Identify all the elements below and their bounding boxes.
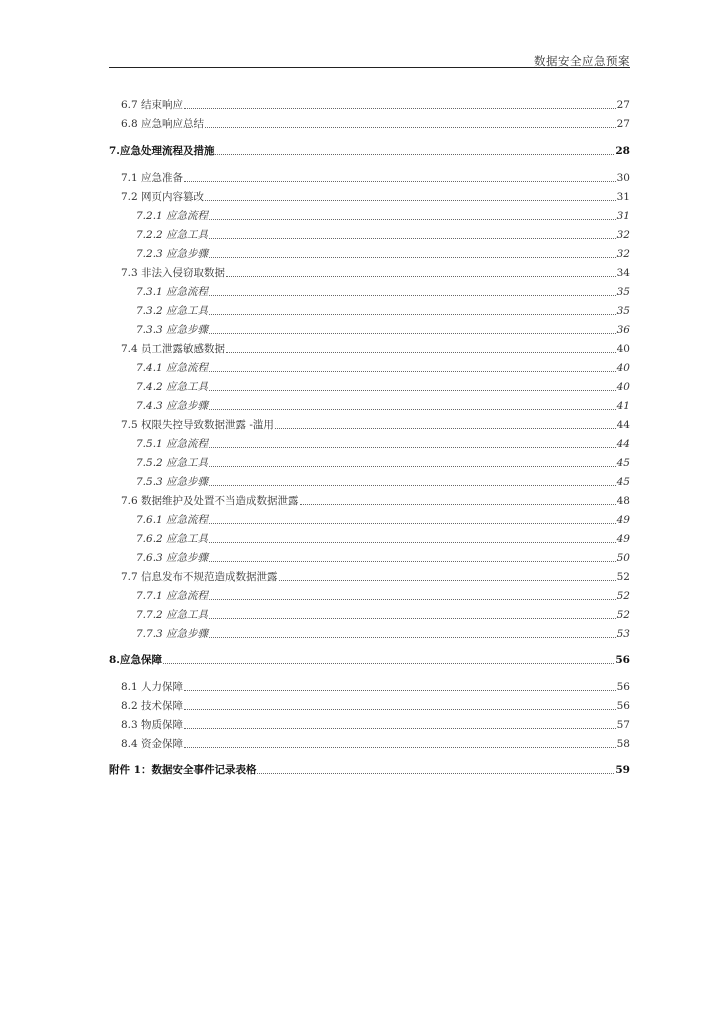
- toc-entry-label: 6.7 结束响应: [121, 99, 184, 111]
- toc-entry-page-number: 52: [616, 609, 630, 621]
- toc-entry-label: 7.6 数据维护及处置不当造成数据泄露: [121, 495, 299, 507]
- toc-dot-leader: [279, 576, 616, 581]
- toc-entry: [136, 455, 630, 471]
- toc-entry: [121, 698, 630, 714]
- toc-dot-leader: [257, 769, 614, 774]
- toc-entry: [121, 569, 630, 585]
- toc-dot-leader: [209, 481, 616, 486]
- toc-dot-leader: [226, 348, 616, 353]
- toc-entry: [136, 550, 630, 566]
- toc-entry-label: 附件 1：数据安全事件记录表格: [109, 764, 257, 776]
- toc-entry: [121, 97, 630, 113]
- toc-entry-page-number: 45: [616, 476, 630, 488]
- toc-entry: [121, 265, 630, 281]
- toc-dot-leader: [209, 215, 616, 220]
- toc-entry: [136, 208, 630, 224]
- toc-entry: [121, 717, 630, 733]
- toc-dot-leader: [209, 253, 616, 258]
- toc-dot-leader: [275, 424, 616, 429]
- toc-entry-page-number: 34: [616, 267, 630, 279]
- toc-entry-label: 7.5.1 应急流程: [136, 438, 209, 450]
- toc-dot-leader: [209, 329, 616, 334]
- toc-entry-label: 7.2.2 应急工具: [136, 229, 209, 241]
- toc-entry-label: 7.6.2 应急工具: [136, 533, 209, 545]
- toc-entry-page-number: 40: [616, 343, 630, 355]
- toc-entry: [136, 379, 630, 395]
- toc-entry-label: 7.7.1 应急流程: [136, 590, 209, 602]
- toc-dot-leader: [184, 743, 616, 748]
- toc-entry: [109, 652, 630, 668]
- toc-entry-page-number: 41: [616, 400, 630, 412]
- toc-dot-leader: [215, 150, 614, 155]
- toc-entry: [136, 512, 630, 528]
- running-header-title: 数据安全应急预案: [534, 54, 630, 68]
- toc-entry: [136, 607, 630, 623]
- toc-entry-label: 7.3 非法入侵窃取数据: [121, 267, 226, 279]
- toc-dot-leader: [209, 386, 616, 391]
- toc-dot-leader: [184, 705, 616, 710]
- toc-dot-leader: [209, 291, 616, 296]
- toc-entry-page-number: 58: [616, 738, 630, 750]
- toc-entry-page-number: 31: [616, 210, 630, 222]
- toc-entry-page-number: 56: [616, 700, 630, 712]
- toc-dot-leader: [205, 123, 616, 128]
- toc-entry: [121, 493, 630, 509]
- toc-entry-page-number: 52: [616, 571, 630, 583]
- toc-entry: [136, 588, 630, 604]
- toc-entry-page-number: 49: [616, 533, 630, 545]
- toc-entry-page-number: 56: [615, 654, 630, 666]
- toc-entry: [121, 417, 630, 433]
- toc-dot-leader: [209, 519, 616, 524]
- toc-entry-page-number: 59: [615, 764, 630, 776]
- toc-dot-leader: [209, 595, 616, 600]
- toc-entry-label: 6.8 应急响应总结: [121, 118, 205, 130]
- toc-dot-leader: [163, 659, 614, 664]
- toc-dot-leader: [209, 405, 616, 410]
- toc-entry-page-number: 32: [616, 248, 630, 260]
- toc-entry-label: 7.3.1 应急流程: [136, 286, 209, 298]
- toc-entry-page-number: 35: [616, 305, 630, 317]
- toc-entry-label: 7.应急处理流程及措施: [109, 145, 215, 157]
- toc-dot-leader: [184, 104, 616, 109]
- toc-entry-label: 7.1 应急准备: [121, 172, 184, 184]
- toc-entry-page-number: 40: [616, 381, 630, 393]
- toc-entry-page-number: 44: [616, 438, 630, 450]
- toc-entry-page-number: 45: [616, 457, 630, 469]
- toc-entry-page-number: 52: [616, 590, 630, 602]
- toc-entry-label: 8.应急保障: [109, 654, 162, 666]
- toc-entry: [109, 762, 630, 778]
- toc-entry-label: 8.2 技术保障: [121, 700, 184, 712]
- toc-entry-label: 7.4.3 应急步骤: [136, 400, 209, 412]
- toc-dot-leader: [209, 234, 616, 239]
- toc-dot-leader: [300, 500, 616, 505]
- toc-entry: [121, 341, 630, 357]
- toc-entry-page-number: 36: [616, 324, 630, 336]
- toc-entry-label: 7.5.3 应急步骤: [136, 476, 209, 488]
- toc-entry-label: 7.4.2 应急工具: [136, 381, 209, 393]
- toc-entry: [109, 143, 630, 159]
- toc-dot-leader: [226, 272, 616, 277]
- toc-entry: [121, 679, 630, 695]
- toc-entry-page-number: 50: [616, 552, 630, 564]
- toc-entry-label: 7.3.2 应急工具: [136, 305, 209, 317]
- toc-entry: [136, 398, 630, 414]
- toc-entry-label: 7.2.3 应急步骤: [136, 248, 209, 260]
- toc-dot-leader: [209, 462, 616, 467]
- toc-entry-label: 7.6.3 应急步骤: [136, 552, 209, 564]
- toc-entry-label: 8.1 人力保障: [121, 681, 184, 693]
- toc-entry-page-number: 27: [616, 99, 630, 111]
- toc-entry-page-number: 40: [616, 362, 630, 374]
- toc-entry: [121, 170, 630, 186]
- toc-entry: [136, 474, 630, 490]
- toc-entry-page-number: 27: [616, 118, 630, 130]
- toc-dot-leader: [209, 633, 616, 638]
- toc-dot-leader: [209, 310, 616, 315]
- toc-entry-label: 7.2 网页内容篡改: [121, 191, 205, 203]
- toc-dot-leader: [209, 557, 616, 562]
- toc-entry: [136, 322, 630, 338]
- toc-dot-leader: [209, 443, 616, 448]
- toc-entry-page-number: 28: [615, 145, 630, 157]
- toc-entry-page-number: 57: [616, 719, 630, 731]
- toc-entry-page-number: 30: [616, 172, 630, 184]
- toc-entry: [136, 436, 630, 452]
- toc-entry: [136, 284, 630, 300]
- toc-entry-label: 7.7 信息发布不规范造成数据泄露: [121, 571, 278, 583]
- header-rule: [109, 67, 630, 68]
- toc-entry: [136, 303, 630, 319]
- toc-entry-page-number: 49: [616, 514, 630, 526]
- toc-entry-page-number: 32: [616, 229, 630, 241]
- toc-dot-leader: [209, 367, 616, 372]
- toc-entry-page-number: 31: [616, 191, 630, 203]
- toc-entry-label: 7.4.1 应急流程: [136, 362, 209, 374]
- toc-entry-label: 7.6.1 应急流程: [136, 514, 209, 526]
- toc-dot-leader: [209, 538, 616, 543]
- toc-entry: [136, 531, 630, 547]
- toc-entry-page-number: 53: [616, 628, 630, 640]
- toc-dot-leader: [205, 196, 616, 201]
- toc-entry-label: 7.7.2 应急工具: [136, 609, 209, 621]
- toc-entry-label: 7.2.1 应急流程: [136, 210, 209, 222]
- toc-entry: [121, 189, 630, 205]
- toc-entry-label: 7.5.2 应急工具: [136, 457, 209, 469]
- toc-entry: [136, 626, 630, 642]
- toc-entry-page-number: 35: [616, 286, 630, 298]
- toc-dot-leader: [184, 724, 616, 729]
- toc-dot-leader: [184, 686, 616, 691]
- toc-entry-label: 7.7.3 应急步骤: [136, 628, 209, 640]
- toc-entry: [121, 116, 630, 132]
- toc-entry-label: 8.3 物质保障: [121, 719, 184, 731]
- toc-dot-leader: [184, 177, 616, 182]
- toc-dot-leader: [209, 614, 616, 619]
- toc-entry-label: 7.4 员工泄露敏感数据: [121, 343, 226, 355]
- toc-entry-label: 8.4 资金保障: [121, 738, 184, 750]
- toc-entry: [136, 360, 630, 376]
- toc-entry-label: 7.3.3 应急步骤: [136, 324, 209, 336]
- toc-entry: [136, 227, 630, 243]
- toc-entry-label: 7.5 权限失控导致数据泄露 -滥用: [121, 419, 274, 431]
- toc-entry-page-number: 56: [616, 681, 630, 693]
- toc-entry: [136, 246, 630, 262]
- toc-entry-page-number: 48: [616, 495, 630, 507]
- toc-entry: [121, 736, 630, 752]
- toc-entry-page-number: 44: [616, 419, 630, 431]
